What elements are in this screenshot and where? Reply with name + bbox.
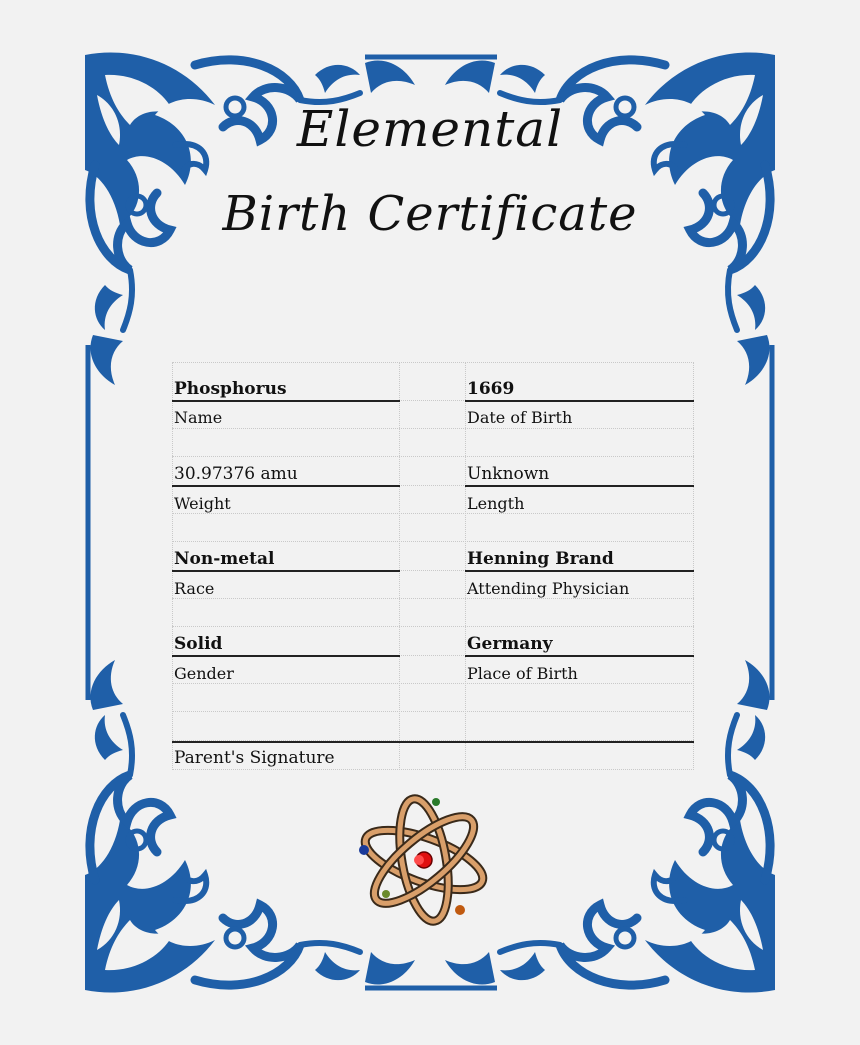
weight-value: 30.97376 amu xyxy=(174,464,298,484)
name-value: Phosphorus xyxy=(174,379,287,399)
signature-line xyxy=(172,741,694,743)
date-of-birth-value: 1669 xyxy=(467,379,515,399)
date-of-birth-label: Date of Birth xyxy=(467,408,573,427)
atom-icon xyxy=(352,788,497,933)
attending-physician-value: Henning Brand xyxy=(467,549,614,569)
weight-label: Weight xyxy=(174,494,231,513)
length-value: Unknown xyxy=(467,464,550,484)
race-value: Non-metal xyxy=(174,549,275,569)
certificate-title-line2: Birth Certificate xyxy=(222,186,638,242)
race-label: Race xyxy=(174,579,215,598)
place-of-birth-label: Place of Birth xyxy=(467,664,578,683)
date-of-birth-underline xyxy=(465,400,694,402)
place-of-birth-value: Germany xyxy=(467,634,553,654)
certificate-title-line1: Elemental xyxy=(296,100,564,158)
length-label: Length xyxy=(467,494,525,513)
weight-underline xyxy=(172,485,400,487)
name-underline xyxy=(172,400,400,402)
attending-physician-label: Attending Physician xyxy=(467,579,630,598)
length-underline xyxy=(465,485,694,487)
parent-signature-label: Parent's Signature xyxy=(174,748,335,768)
gender-value: Solid xyxy=(174,634,223,654)
place-of-birth-underline xyxy=(465,655,694,657)
name-label: Name xyxy=(174,408,223,427)
race-underline xyxy=(172,570,400,572)
gender-underline xyxy=(172,655,400,657)
gender-label: Gender xyxy=(174,664,234,683)
attending-physician-underline xyxy=(465,570,694,572)
